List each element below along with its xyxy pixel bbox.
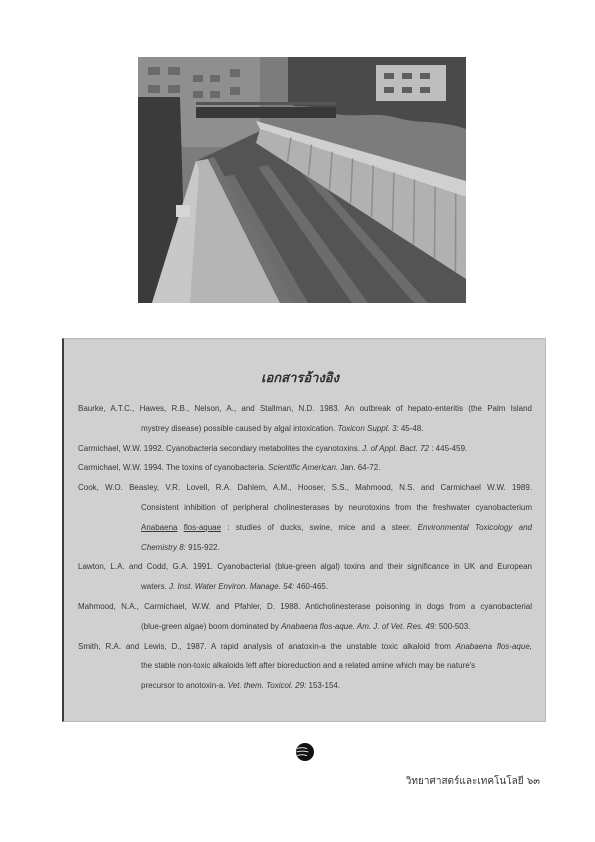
reference-text: precursor to anotoxin-a. — [141, 681, 228, 691]
reference-item — [78, 399, 532, 439]
reference-text: Baurke, A.T.C., Hawes, R.B., Nelson, A., and Stallman, N.D. 1983. An outbreak of hepato-enteritis (the Palm Island — [78, 404, 532, 413]
references-list — [78, 399, 532, 696]
reference-text: Lawton, L.A. and Codd, G.A. 1991. Cyanobacterial (blue-green algal) toxins and their significance in UK and European — [78, 562, 532, 572]
reference-italic-text: J. of Appl. Bact. 72 — [362, 443, 429, 453]
reference-italic-text: Environmental Toxicology and — [417, 522, 532, 532]
reference-line — [78, 399, 532, 419]
reference-line — [78, 518, 532, 538]
reference-text: Carmichael, W.W. 1994. The toxins of cyanobacteria. — [78, 463, 269, 473]
reference-text: 915-922. — [185, 542, 220, 552]
footer-journal-name: วิทยาศาสตร์และเทคโนโลยี — [405, 776, 524, 787]
logo-circle — [296, 743, 314, 761]
reference-underlined-text: Anabaena — [141, 522, 178, 532]
reference-line — [78, 439, 532, 459]
reference-text: Jan. 64-72. — [338, 463, 381, 473]
reference-italic-text: Scientific American. — [268, 463, 339, 473]
reference-text: Mahmood, N.A., Carmichael, W.W. and Pfahler, D. 1988. Anticholinesterase poisoning in dogs from a cyanobacterial — [78, 601, 532, 611]
references-box — [62, 338, 546, 722]
reference-text: waters. — [141, 582, 170, 592]
reference-text: Carmichael, W.W. 1992. Cyanobacteria secondary metabolites the cyanotoxins. — [78, 443, 363, 453]
reference-italic-text: Toxicon Suppl. 3: — [337, 423, 399, 433]
bridge — [196, 107, 336, 118]
reference-text: : studies of ducks, swine, mice and a steer. — [221, 522, 418, 532]
magazine-logo-icon — [296, 743, 314, 761]
reference-line — [78, 597, 532, 617]
reference-line — [78, 419, 532, 439]
reference-item — [78, 439, 532, 459]
reference-italic-text: Anabaena flos-aque. Am. J. of Vet. Res. 49: — [281, 621, 437, 631]
reference-item — [78, 557, 532, 597]
reference-line — [78, 478, 532, 498]
footer-page-number: ๖๓ — [526, 776, 540, 787]
reference-line — [78, 656, 532, 676]
reference-item — [78, 637, 532, 696]
canal-photo — [138, 57, 466, 303]
reference-item — [78, 597, 532, 637]
reference-text: Smith, R.A. and Lewis, D., 1987. A rapid analysis of anatoxin-a the unstable toxic alkaloid from — [78, 641, 456, 651]
reference-underlined-text: flos-aquae — [183, 522, 222, 532]
reference-line — [78, 557, 532, 577]
reference-text: 500-503. — [436, 621, 471, 631]
reference-italic-text: Chemistry 8: — [141, 542, 186, 552]
reference-text: Consistent inhibition of peripheral cholinesterases by neurotoxins from the freshwater cyanobacterium — [141, 502, 532, 512]
reference-item — [78, 478, 532, 557]
reference-text: the stable non-toxic alkaloids left after bioreduction and a related amine which may be nature's — [141, 661, 476, 671]
reference-text: mystrey disease) possible caused by algal intoxication. — [141, 423, 338, 433]
reference-text: : 445-459. — [429, 443, 468, 453]
reference-text: 460-465. — [294, 582, 329, 592]
references-title: เอกสารอ้างอิง — [261, 371, 339, 386]
bridge-railing — [196, 102, 336, 105]
building-right — [376, 65, 446, 101]
reference-line — [78, 676, 532, 696]
lamp-object — [176, 205, 190, 217]
reference-italic-text: Vet. them. Toxicol. 29: — [227, 681, 307, 691]
reference-line — [78, 577, 532, 597]
reference-line — [78, 538, 532, 558]
reference-italic-text: J. Inst. Water Environ. Manage. 54: — [169, 582, 295, 592]
reference-line — [78, 637, 532, 657]
footer — [406, 775, 540, 789]
reference-text: 153-154. — [306, 681, 341, 691]
reference-line — [78, 498, 532, 518]
reference-italic-text: Anabaena flos-aque, — [455, 641, 532, 651]
reference-text: (blue-green algae) boom dominated by — [141, 621, 282, 631]
reference-item — [78, 458, 532, 478]
reference-line — [78, 617, 532, 637]
reference-text: Cook, W.O. Beasley, V.R. Lovell, R.A. Dahlem, A.M., Hooser, S.S., Mahmood, N.S. and Carmichael W.W. 1989. — [78, 483, 532, 493]
reference-text: 45-48. — [398, 423, 424, 433]
reference-line — [78, 458, 532, 478]
